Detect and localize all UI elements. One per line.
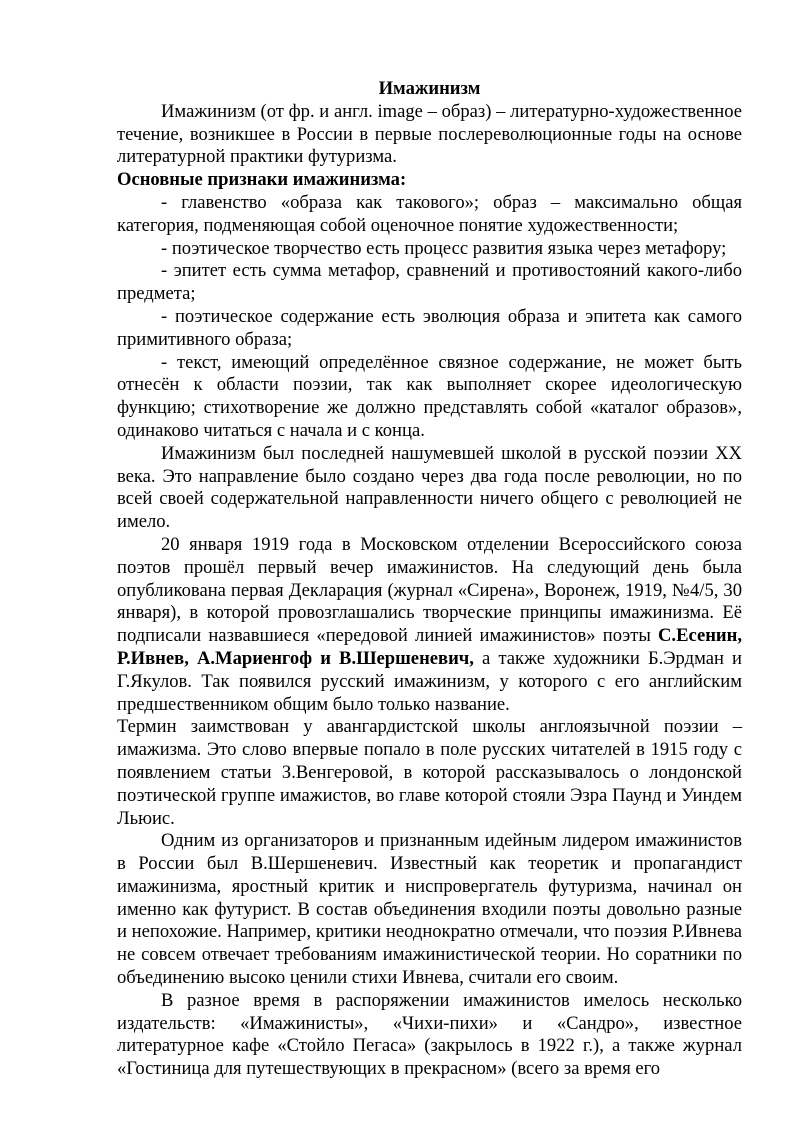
paragraph-publishers: В разное время в распоряжении имажинистов имелось несколько издательств: «Имажинисты», «Чихи-пихи» и «Сандро», известное литературное кафе «Стойло Пегаса» (закрылось в 1922 г.), а также журнал «Гостиница для путешествующих в прекрасном» (всего за время его [117,989,742,1080]
feature-item: - поэтическое творчество есть процесс развития языка через метафору; [161,237,727,259]
document-page [117,78,742,1081]
features-heading: Основные признаки имажинизма: [117,169,407,191]
document-title: Имажинизм [378,78,481,99]
paragraph-term: Термин заимствован у авангардистской школы англоязычной поэзии – имажизма. Это слово впервые попало в поле русских читателей в 1915 году с появлением статьи З.Венгеровой, в которой рассказывалось о лондонской поэтической группе имажистов, во главе которой стояли Эзра Паунд и Уиндем Льюис. [117,716,742,829]
poets-names: С.Есенин, Р.Ивнев, А.Мариенгоф и В.Шершеневич, [117,625,742,669]
first-evening-text-end: а также художники Б.Эрдман и Г.Якулов. Так появился русский имажинизм, у которого с его английским предшественником общим было только название. [117,647,742,715]
paragraph-first-evening [117,534,742,716]
intro-paragraph: Имажинизм (от фр. и англ. image – образ) – литературно-художественное течение, возникшее в России в первые послереволюционные годы на основе литературной практики футуризма. [117,100,742,168]
feature-item: - поэтическое содержание есть эволюция образа и эпитета как самого примитивного образа; [117,305,742,350]
paragraph-last-school: Имажинизм был последней нашумевшей школой в русской поэзии XX века. Это направление было создано через два года после революции, но по всей своей содержательной направленности ничего общего с революцией не имело. [117,442,742,533]
feature-item: - главенство «образа как такового»; образ – максимально общая категория, подменяющая собой оценочное понятие художественности; [117,191,742,236]
feature-item: - эпитет есть сумма метафор, сравнений и противостояний какого-либо предмета; [117,260,742,305]
paragraph-leader: Одним из организаторов и признанным идейным лидером имажинистов в России был В.Шершеневич. Известный как теоретик и пропагандист имажинизма, яростный критик и ниспровергатель футуризма, начинал он именно как футурист. В состав объединения входили поэты довольно разные и непохожие. Например, критики неоднократно отмечали, что поэзия Р.Ивнева не совсем отвечает требованиям имажинистической теории. Но соратники по объединению высоко ценили стихи Ивнева, считали его своим. [117,830,742,989]
feature-item: - текст, имеющий определённое связное содержание, не может быть отнесён к области поэзии, так как выполняет скорее идеологическую функцию; стихотворение же должно представлять собой «каталог образов», одинаково читаться с начала и с конца. [117,351,742,441]
first-evening-text: 20 января 1919 года в Московском отделении Всероссийского союза поэтов прошёл первый вечер имажинистов. На следующий день была опубликована первая Декларация (журнал «Сирена», Воронеж, 1919, №4/5, 30 января), в которой провозглашались творческие принципы имажинизма. Её подписали назвавшиеся «передовой линией имажинистов» поэты [117,533,742,647]
